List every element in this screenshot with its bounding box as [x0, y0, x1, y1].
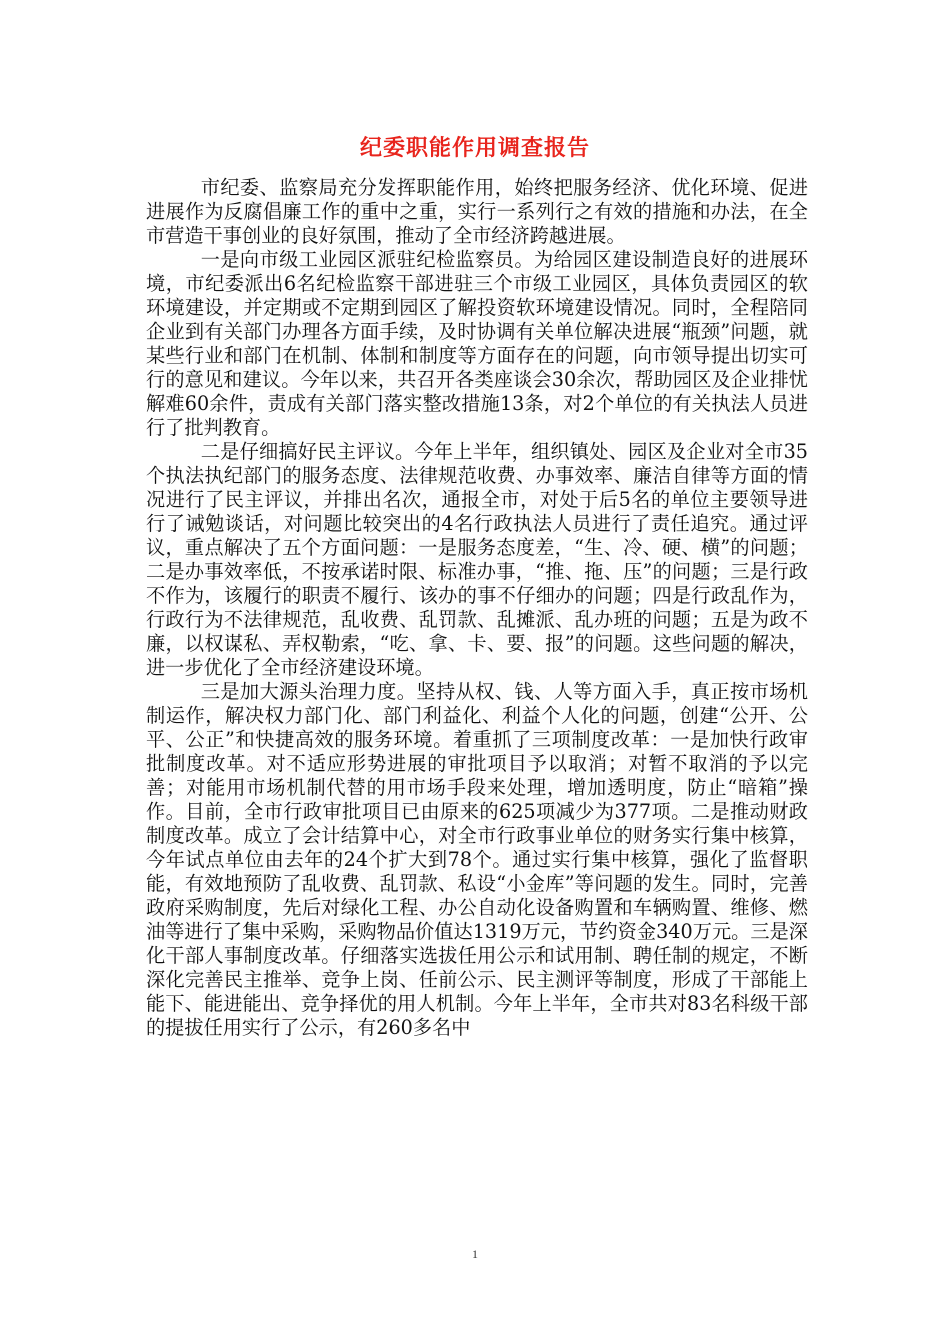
paragraph-democratic-review: 二是仔细搞好民主评议。今年上半年，组织镇处、园区及企业对全市35个执法执纪部门的服务态度、法律规范收费、办事效率、廉洁自律等方面的情况进行了民主评议，并排出名次，通报全市，对处于后5名的单位主要领导进行了诫勉谈话，对问题比较突出的4名行政执法人员进行了责任追究。通过评议，重点解决了五个方面问题：一是服务态度差，“生、冷、硬、横”的问题；二是办事效率低，不按承诺时限、标准办事，“推、拖、压”的问题；三是行政不作为，该履行的职责不履行、该办的事不仔细办的问题；四是行政乱作为，行政行为不法律规范，乱收费、乱罚款、乱摊派、乱办班的问题；五是为政不廉，以权谋私、弄权勒索，“吃、拿、卡、要、报”的问题。这些问题的解决，进一步优化了全市经济建设环境。 [146, 440, 808, 679]
document-body [146, 176, 808, 1040]
paragraph-source-governance: 三是加大源头治理力度。坚持从权、钱、人等方面入手，真正按市场机制运作，解决权力部门化、部门利益化、利益个人化的问题，创建“公开、公平、公正”和快捷高效的服务环境。着重抓了三项制度改革：一是加快行政审批制度改革。对不适应形势进展的审批项目予以取消；对暂不取消的予以完善；对能用市场机制代替的用市场手段来处理，增加透明度，防止“暗箱”操作。目前，全市行政审批项目已由原来的625项减少为377项。二是推动财政制度改革。成立了会计结算中心，对全市行政事业单位的财务实行集中核算，今年试点单位由去年的24个扩大到78个。通过实行集中核算，强化了监督职能，有效地预防了乱收费、乱罚款、私设“小金库”等问题的发生。同时，完善政府采购制度，先后对绿化工程、办公自动化设备购置和车辆购置、维修、燃油等进行了集中采购，采购物品价值达1319万元，节约资金340万元。三是深化干部人事制度改革。仔细落实选拔任用公示和试用制、聘任制的规定，不断深化完善民主推举、竞争上岗、任前公示、民主测评等制度，形成了干部能上能下、能进能出、竞争择优的用人机制。今年上半年，全市共对83名科级干部的提拔任用实行了公示，有260多名中 [146, 680, 808, 1039]
page-number: 1 [472, 1247, 478, 1261]
document-title: 纪委职能作用调查报告 [359, 135, 590, 161]
paragraph-intro: 市纪委、监察局充分发挥职能作用，始终把服务经济、优化环境、促进进展作为反腐倡廉工作的重中之重，实行一系列行之有效的措施和办法，在全市营造干事创业的良好氛围，推动了全市经济跨越进展。 [146, 176, 808, 247]
paragraph-industrial-park: 一是向市级工业园区派驻纪检监察员。为给园区建设制造良好的进展环境，市纪委派出6名纪检监察干部进驻三个市级工业园区，具体负责园区的软环境建设，并定期或不定期到园区了解投资软环境建设情况。同时，全程陪同企业到有关部门办理各方面手续，及时协调有关单位解决进展“瓶颈”问题，就某些行业和部门在机制、体制和制度等方面存在的问题，向市领导提出切实可行的意见和建议。今年以来，共召开各类座谈会30余次，帮助园区及企业排忧解难60余件，责成有关部门落实整改措施13条，对2个单位的有关执法人员进行了批判教育。 [146, 248, 808, 439]
